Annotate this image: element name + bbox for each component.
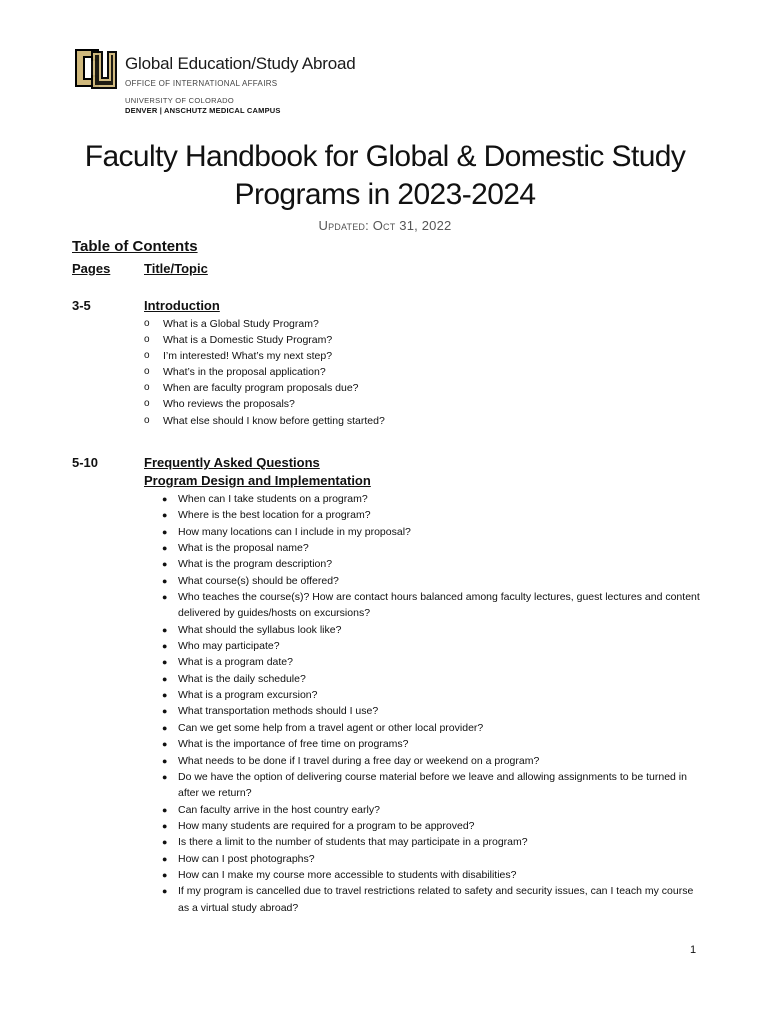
list-item: ● How many locations can I include in my proposal? [162, 524, 702, 540]
circle-bullet-icon: o [144, 334, 150, 346]
circle-bullet-icon: o [144, 414, 150, 426]
circle-bullet-icon: o [144, 350, 150, 362]
list-item: ● What is a program excursion? [162, 687, 702, 703]
toc-column-pages: Pages [72, 261, 111, 276]
list-item: ● What is the proposal name? [162, 540, 702, 556]
list-item: ● What is the daily schedule? [162, 671, 702, 687]
bullet-icon: ● [162, 869, 168, 880]
bullet-icon: ● [162, 673, 168, 684]
bullet-icon: ● [162, 837, 168, 848]
faq-list [162, 491, 702, 916]
bullet-icon: ● [162, 543, 168, 554]
bullet-icon: ● [162, 641, 168, 652]
list-item: ● How many students are required for a program to be approved? [162, 818, 702, 834]
header-logo-block [72, 44, 492, 120]
circle-bullet-icon: o [144, 398, 150, 410]
list-item: ● How can I post photographs? [162, 851, 702, 867]
bullet-icon: ● [162, 690, 168, 701]
list-item: ● Where is the best location for a program? [162, 507, 702, 523]
title-line-1: Faculty Handbook for Global & Domestic Study [84, 140, 686, 173]
document-title [60, 138, 710, 214]
list-item: ● How can I make my course more accessible to students with disabilities? [162, 867, 702, 883]
title-line-2: Programs in 2023-2024 [234, 178, 536, 211]
logo-title: Global Education/Study Abroad [125, 54, 356, 73]
bullet-icon: ● [162, 755, 168, 766]
bullet-icon: ● [162, 592, 168, 603]
list-item: ● If my program is cancelled due to travel restrictions related to safety and security issues, can I teach my course as a virtual study abroad? [162, 885, 694, 914]
intro-list [144, 316, 704, 429]
bullet-icon: ● [162, 624, 168, 635]
bullet-icon: ● [162, 526, 168, 537]
bullet-icon: ● [162, 771, 168, 782]
list-item: ● What course(s) should be offered? [162, 573, 702, 589]
list-item: o I’m interested! What’s my next step? [144, 348, 704, 364]
list-item: ● Who teaches the course(s)? How are contact hours balanced among faculty lectures, guest lectures and content delivered by guides/hosts on excursions? [162, 591, 700, 620]
list-item: ● What transportation methods should I use? [162, 703, 702, 719]
list-item: o When are faculty program proposals due? [144, 380, 704, 396]
toc-column-title: Title/Topic [144, 261, 208, 276]
page-number: 1 [690, 944, 697, 956]
section-title: Frequently Asked Questions [144, 455, 320, 470]
bullet-icon: ● [162, 886, 168, 897]
bullet-icon: ● [162, 559, 168, 570]
logo-university: UNIVERSITY OF COLORADO [125, 96, 234, 105]
list-item: o What’s in the proposal application? [144, 364, 704, 380]
circle-bullet-icon: o [144, 366, 150, 378]
list-item: ● What is a program date? [162, 654, 702, 670]
list-item: ● Who may participate? [162, 638, 702, 654]
bullet-icon: ● [162, 804, 168, 815]
cu-logo-icon [72, 44, 118, 92]
bullet-icon: ● [162, 575, 168, 586]
list-item: ● What is the program description? [162, 556, 702, 572]
circle-bullet-icon: o [144, 382, 150, 394]
list-item: ● When can I take students on a program? [162, 491, 702, 507]
section-pages: 3-5 [72, 298, 91, 313]
bullet-icon: ● [162, 722, 168, 733]
bullet-icon: ● [162, 739, 168, 750]
section-title: Introduction [144, 298, 220, 313]
section-subtitle: Program Design and Implementation [144, 473, 371, 488]
bullet-icon: ● [162, 853, 168, 864]
logo-office: OFFICE OF INTERNATIONAL AFFAIRS [125, 79, 278, 88]
list-item: o What is a Global Study Program? [144, 316, 704, 332]
list-item: o Who reviews the proposals? [144, 396, 704, 412]
list-item: ● Is there a limit to the number of students that may participate in a program? [162, 834, 702, 850]
list-item: o What is a Domestic Study Program? [144, 332, 704, 348]
logo-campus: DENVER | ANSCHUTZ MEDICAL CAMPUS [125, 106, 281, 115]
list-item: ● What should the syllabus look like? [162, 622, 702, 638]
bullet-icon: ● [162, 820, 168, 831]
list-item: ● What needs to be done if I travel during a free day or weekend on a program? [162, 753, 702, 769]
bullet-icon: ● [162, 494, 168, 504]
bullet-icon: ● [162, 510, 168, 521]
updated-date: Updated: Oct 31, 2022 [318, 218, 452, 233]
bullet-icon: ● [162, 657, 168, 668]
list-item: o What else should I know before getting started? [144, 413, 704, 429]
toc-heading: Table of Contents [72, 238, 198, 255]
circle-bullet-icon: o [144, 318, 150, 329]
list-item: ● Can we get some help from a travel agent or other local provider? [162, 720, 702, 736]
list-item: ● Do we have the option of delivering course material before we leave and allowing assignments to be turned in after we return? [162, 770, 687, 800]
list-item: ● What is the importance of free time on programs? [162, 736, 702, 752]
list-item: ● Can faculty arrive in the host country early? [162, 802, 702, 818]
bullet-icon: ● [162, 706, 168, 717]
section-pages: 5-10 [72, 455, 99, 470]
